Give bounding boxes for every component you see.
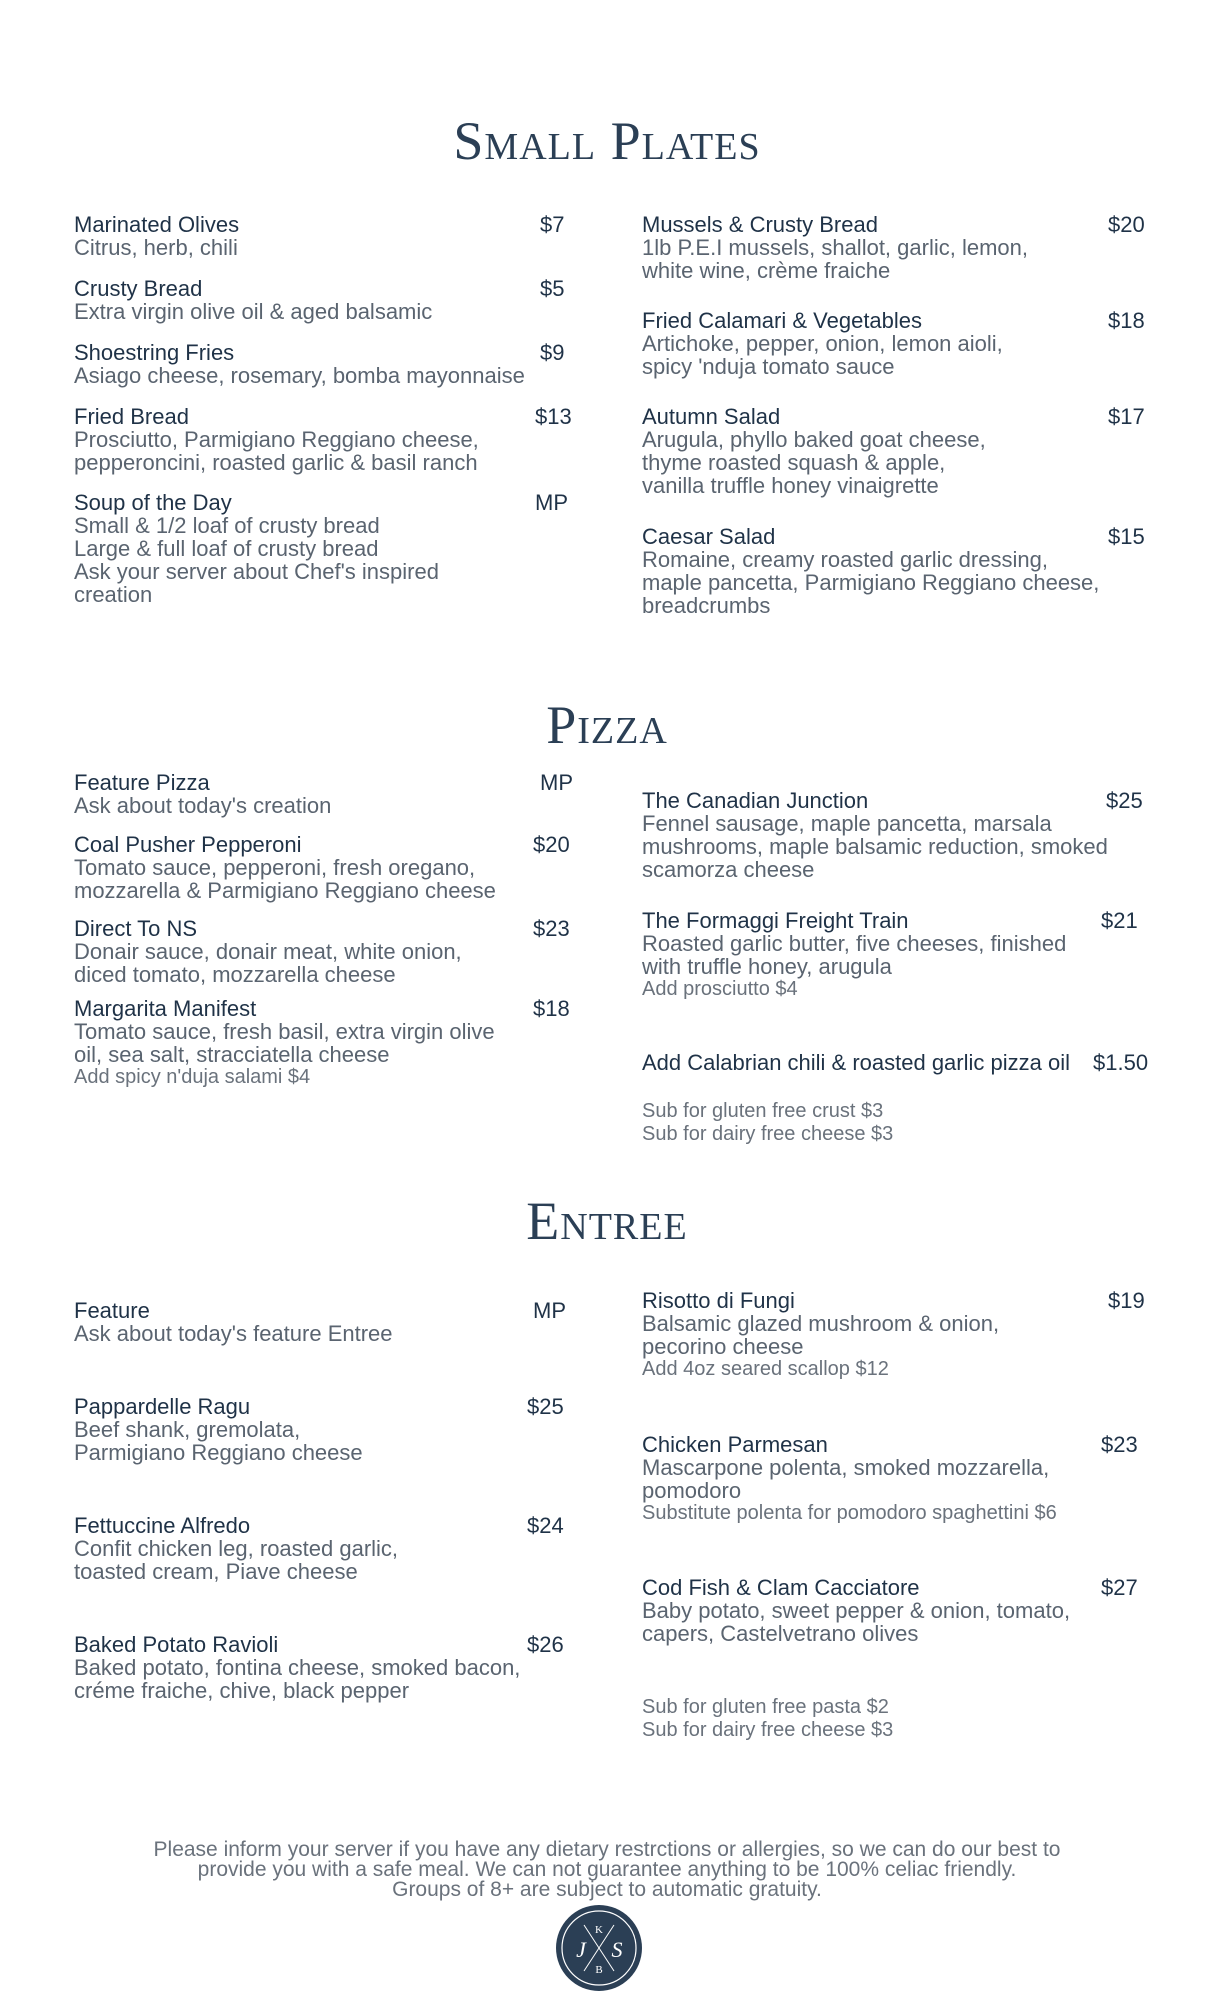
menu-item: [74, 1396, 363, 1464]
item-price: $25: [527, 1394, 564, 1419]
menu-item: [74, 406, 479, 474]
item-price: $5: [540, 276, 565, 301]
item-price: $23: [533, 916, 570, 941]
item-name: Feature Pizza: [74, 770, 210, 795]
item-price: $24: [527, 1513, 564, 1538]
item-description: Tomato sauce, fresh basil, extra virgin olive oil, sea salt, stracciatella cheese: [74, 1019, 495, 1067]
menu-item: [74, 342, 525, 387]
menu-item: [642, 1434, 1057, 1525]
menu-item: [74, 214, 239, 259]
menu-item: [642, 310, 1003, 378]
menu-item: [74, 492, 439, 606]
item-price: $17: [1108, 404, 1145, 429]
item-description: Citrus, herb, chili: [74, 235, 238, 260]
item-name: Fried Bread: [74, 404, 189, 429]
entree-title: Entree: [526, 1191, 688, 1251]
item-description: Asiago cheese, rosemary, bomba mayonnaise: [74, 363, 525, 388]
item-description: Ask about today's feature Entree: [74, 1321, 393, 1346]
item-name: Fettuccine Alfredo: [74, 1513, 251, 1538]
item-name: Feature: [74, 1298, 150, 1323]
item-price: $15: [1108, 524, 1145, 549]
item-description: Mascarpone polenta, smoked mozzarella, pomodoro: [642, 1455, 1050, 1503]
item-name: Shoestring Fries: [74, 340, 235, 365]
logo-letter-right: S: [611, 1937, 623, 1962]
item-description: Small & 1/2 loaf of crusty bread Large & full loaf of crusty bread Ask your server about Chef's inspired creation: [74, 513, 439, 607]
menu-item: [74, 1300, 393, 1345]
item-name: Mussels & Crusty Bread: [642, 212, 878, 237]
menu-item: [74, 1634, 520, 1702]
item-name: Add Calabrian chili & roasted garlic pizza oil: [642, 1050, 1070, 1075]
item-description: Romaine, creamy roasted garlic dressing, maple pancetta, Parmigiano Reggiano cheese, breadcrumbs: [642, 547, 1100, 618]
item-name: Chicken Parmesan: [642, 1432, 828, 1457]
item-name: Margarita Manifest: [74, 996, 257, 1021]
entree-substitution-note: Sub for gluten free pasta $2 Sub for dairy free cheese $3: [642, 1696, 894, 1741]
item-price: $25: [1106, 788, 1143, 813]
item-description: 1lb P.E.I mussels, shallot, garlic, lemon, white wine, crème fraiche: [642, 235, 1028, 283]
item-description: Prosciutto, Parmigiano Reggiano cheese, pepperoncini, roasted garlic & basil ranch: [74, 427, 479, 475]
item-price: $13: [535, 404, 572, 429]
menu-item: [642, 1052, 1070, 1074]
item-name: Pappardelle Ragu: [74, 1394, 251, 1419]
menu-item: [642, 910, 1066, 1001]
menu-item: [74, 998, 495, 1089]
dietary-notice: Please inform your server if you have any dietary restrctions or allergies, so we can do our best to provide you with a safe meal. We can not guarantee anything to be 100% celiac friendly. Groups of 8+ are subject to automatic gratuity.: [153, 1838, 1061, 1901]
item-description: Roasted garlic butter, five cheeses, finished with truffle honey, arugula: [642, 931, 1067, 979]
pizza-title: Pizza: [546, 695, 668, 755]
item-name: Crusty Bread: [74, 276, 203, 301]
item-description: Baked potato, fontina cheese, smoked bacon, créme fraiche, chive, black pepper: [74, 1655, 521, 1703]
item-price: $20: [1108, 212, 1145, 237]
item-name: Soup of the Day: [74, 490, 232, 515]
item-description: Arugula, phyllo baked goat cheese, thyme roasted squash & apple, vanilla truffle honey vinaigrette: [642, 427, 986, 498]
menu-item: [642, 406, 986, 497]
item-price: $7: [540, 212, 565, 237]
item-price: $27: [1101, 1575, 1138, 1600]
item-name: Coal Pusher Pepperoni: [74, 832, 302, 857]
item-description: Ask about today's creation: [74, 793, 332, 818]
item-price: MP: [535, 490, 568, 515]
menu-item: [74, 772, 331, 817]
item-addon: Add 4oz seared scallop $12: [642, 1358, 889, 1380]
item-description: Extra virgin olive oil & aged balsamic: [74, 299, 433, 324]
small-plates-title: Small Plates: [453, 111, 761, 171]
item-description: Fennel sausage, maple pancetta, marsala mushrooms, maple balsamic reduction, smoked scamorza cheese: [642, 811, 1108, 882]
item-description: Artichoke, pepper, onion, lemon aioli, spicy 'nduja tomato sauce: [642, 331, 1003, 379]
item-name: Marinated Olives: [74, 212, 240, 237]
item-price: MP: [540, 770, 573, 795]
item-addon: Add prosciutto $4: [642, 978, 798, 1000]
restaurant-logo: [554, 1903, 644, 1993]
item-price: $19: [1108, 1288, 1145, 1313]
item-addon: Substitute polenta for pomodoro spaghettini $6: [642, 1502, 1057, 1524]
item-description: Beef shank, gremolata, Parmigiano Reggiano cheese: [74, 1417, 363, 1465]
item-price: $1.50: [1093, 1050, 1149, 1075]
item-price: $18: [533, 996, 570, 1021]
menu-item: [642, 790, 1108, 881]
item-description: Balsamic glazed mushroom & onion, pecorino cheese: [642, 1311, 1000, 1359]
item-name: Fried Calamari & Vegetables: [642, 308, 923, 333]
item-description: Tomato sauce, pepperoni, fresh oregano, mozzarella & Parmigiano Reggiano cheese: [74, 855, 496, 903]
item-price: $9: [540, 340, 565, 365]
item-name: Caesar Salad: [642, 524, 776, 549]
item-price: $23: [1101, 1432, 1138, 1457]
item-description: Confit chicken leg, roasted garlic, toasted cream, Piave cheese: [74, 1536, 399, 1584]
item-name: Baked Potato Ravioli: [74, 1632, 279, 1657]
menu-item: [74, 834, 496, 902]
logo-letter-bottom: B: [595, 1964, 603, 1976]
logo-letter-top: K: [595, 1924, 603, 1936]
menu-item: [74, 1515, 398, 1583]
item-price: $20: [533, 832, 570, 857]
item-name: Autumn Salad: [642, 404, 781, 429]
item-name: Cod Fish & Clam Cacciatore: [642, 1575, 920, 1600]
item-price: $18: [1108, 308, 1145, 333]
item-description: Baby potato, sweet pepper & onion, tomato, capers, Castelvetrano olives: [642, 1598, 1071, 1646]
item-name: Risotto di Fungi: [642, 1288, 795, 1313]
item-price: $21: [1101, 908, 1138, 933]
item-price: $26: [527, 1632, 564, 1657]
logo-letter-left: J: [576, 1937, 586, 1962]
pizza-substitution-note: Sub for gluten free crust $3 Sub for dairy free cheese $3: [642, 1100, 894, 1145]
item-name: Direct To NS: [74, 916, 198, 941]
menu-item: [74, 918, 462, 986]
item-description: Donair sauce, donair meat, white onion, diced tomato, mozzarella cheese: [74, 939, 462, 987]
menu-item: [642, 526, 1099, 617]
menu-item: [74, 278, 432, 323]
item-addon: Add spicy n'duja salami $4: [74, 1066, 311, 1088]
item-name: The Canadian Junction: [642, 788, 869, 813]
menu-item: [642, 214, 1028, 282]
item-name: The Formaggi Freight Train: [642, 908, 909, 933]
item-price: MP: [533, 1298, 566, 1323]
menu-item: [642, 1577, 1070, 1645]
menu-item: [642, 1290, 999, 1381]
